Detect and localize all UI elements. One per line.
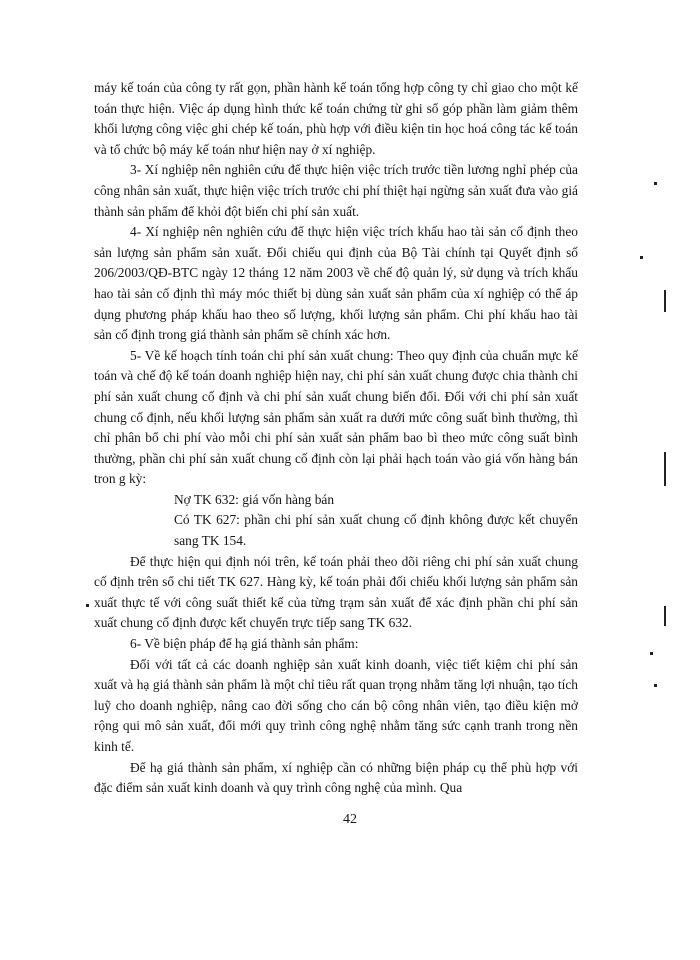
paragraph-cost-saving: Đối với tất cả các doanh nghiệp sản xuất kinh doanh, việc tiết kiệm chi phí sản xuất và hạ giá thành sản phẩm là một chỉ tiêu rất quan trọng nhằm tăng lợi nhuận, tạo tích luỹ cho doanh nghiệp, nâng cao đời sống cho cán bộ công nhân viên, tạo điều kiện mở rộng qui mô sản xuất, đổi mới quy trình công nghệ nhằm tăng sức cạnh tranh trong nền kinh tế. bbox=[94, 656, 578, 754]
scan-mark bbox=[664, 290, 666, 312]
journal-entry-debit: Nợ TK 632: giá vốn hàng bán bbox=[174, 491, 335, 507]
scan-mark bbox=[654, 182, 657, 185]
paragraph-tk627: Để thực hiện qui định nói trên, kế toán phải theo dõi riêng chi phí sản xuất chung cố định trên sổ chi tiết TK 627. Hàng kỳ, kế toán phải đối chiếu khối lượng sản phẩm sản xuất thực tế với công suất thiết kế của từng trạm sản xuất để xác định phần chi phí sản xuất chung cố định được kết chuyển trực tiếp sang TK 632. bbox=[94, 553, 578, 631]
paragraph-item-3: 3- Xí nghiệp nên nghiên cứu để thực hiện việc trích trước tiền lương nghỉ phép của công nhân sản xuất, thực hiện việc trích trước chi phí thiệt hại ngừng sản xuất đưa vào giá thành sản phẩm để khỏi đột biến chi phí sản xuất. bbox=[94, 162, 578, 219]
paragraph-item-4: 4- Xí nghiệp nên nghiên cứu để thực hiện việc trích khấu hao tài sản cố định theo sản lượng sản phẩm sản xuất. Đối chiếu qui định của Bộ Tài chính tại Quyết định số 206/2003/QĐ-BTC ngày 12 tháng 12 năm 2003 về chế độ quản lý, sử dụng và trích khấu hao tài sản cố định thì máy móc thiết bị dùng sản xuất sản phẩm của xí nghiệp có thể áp dụng phương pháp khấu hao theo số lượng, khối lượng sản phẩm. Chi phí khấu hao tài sản cố định trong giá thành sản phẩm sẽ chính xác hơn. bbox=[94, 224, 578, 343]
scan-mark bbox=[650, 652, 653, 655]
paragraph-reduce-cost: Để hạ giá thành sản phẩm, xí nghiệp cần có những biện pháp cụ thể phù hợp với đặc điểm sản xuất kinh doanh và quy trình công nghệ của mình. Qua bbox=[94, 759, 578, 796]
scan-mark bbox=[664, 452, 666, 486]
paragraph-item-5: 5- Về kế hoạch tính toán chi phí sản xuất chung: Theo quy định của chuẩn mực kế toán và chế độ kế toán doanh nghiệp hiện nay, chi phí sản xuất chung được chia thành chi phí sản xuất chung cố định và chi phí sản xuất chung biến đổi. Đối với chi phí sản xuất chung cố định, nếu khối lượng sản phẩm sản xuất ra dưới mức công suất bình thường, thì chỉ phân bổ chi phí vào mỗi chi phí sản xuất sản phẩm bao bì theo mức công suất bình thường, phần chi phí sản xuất chung cố định còn lại phải hạch toán vào giá vốn hàng bán tron g kỳ: bbox=[94, 347, 578, 487]
paragraph-1: máy kế toán của công ty rất gọn, phần hành kế toán tổng hợp công ty chỉ giao cho một kế toán thực hiện. Việc áp dụng hình thức kế toán chứng từ ghi sổ góp phần làm giảm thêm khối lượng công việc ghi chép kế toán, phù hợp với điều kiện tin học hoá công tác kế toán và tổ chức bộ máy kế toán như hiện nay ở xí nghiệp. bbox=[94, 80, 578, 157]
paragraph-item-6-heading: 6- Về biện pháp để hạ giá thành sản phẩm: bbox=[130, 636, 359, 652]
scan-mark bbox=[86, 604, 89, 607]
page-number: 42 bbox=[343, 812, 357, 827]
scan-mark bbox=[654, 684, 657, 687]
scan-mark bbox=[664, 606, 666, 626]
document-body bbox=[94, 78, 578, 799]
journal-entry-credit: Có TK 627: phần chi phí sản xuất chung cố định không được kết chuyển sang TK 154. bbox=[174, 512, 578, 549]
scan-mark bbox=[640, 256, 643, 259]
